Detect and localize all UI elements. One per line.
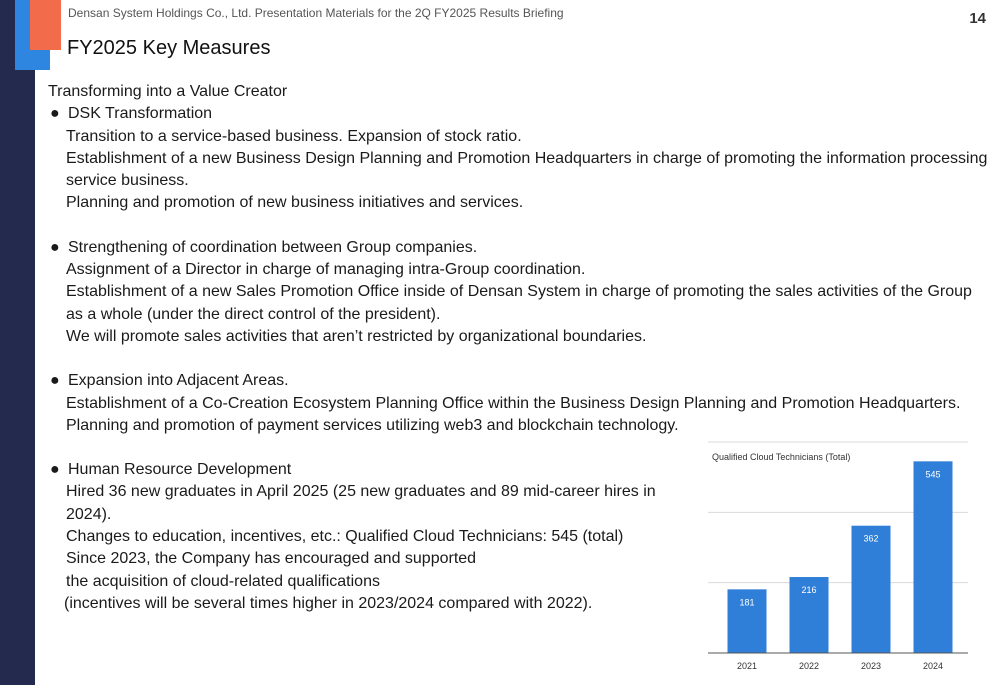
section-group-coordination [48,237,988,348]
slide-title: FY2025 Key Measures [67,37,271,59]
section-line: Hired 36 new graduates in April 2025 (25 new graduates and 89 mid-career hires in 2024). [66,483,656,523]
section-line: Planning and promotion of payment services utilizing web3 and blockchain technology. [66,416,679,434]
bar-value-label: 362 [863,533,879,544]
x-tick-label: 2023 [860,661,882,671]
section-line: We will promote sales activities that aren’t restricted by organizational boundaries. [66,327,647,345]
x-tick-label: 2024 [922,661,944,671]
lead-text: Transforming into a Value Creator [48,83,288,100]
bar-2024 [914,461,953,653]
bar-value-label: 181 [739,597,755,608]
section-heading: Human Resource Development [68,461,292,479]
x-tick-label: 2021 [736,661,758,671]
section-line: Establishment of a Co-Creation Ecosystem Planning Office within the Business Design Planning and Promotion Headquarters. [66,394,961,412]
bar-value-label: 216 [801,585,817,596]
x-tick-label: 2022 [798,661,820,671]
bar-value-label: 545 [925,469,941,480]
cloud-technicians-chart [700,440,975,680]
section-line: Assignment of a Director in charge of managing intra-Group coordination. [66,261,586,279]
section-heading: Strengthening of coordination between Group companies. [68,238,478,256]
bullet-icon: ● [50,105,60,123]
section-line: (incentives will be several times higher in 2023/2024 compared with 2022). [64,594,593,612]
section-line: Establishment of a new Business Design Planning and Promotion Headquarters in charge of promoting the information processing service business. [66,149,988,190]
section-line: Since 2023, the Company has encouraged and supported [66,550,477,568]
bar-2023 [852,526,891,653]
page-number: 14 [969,10,986,27]
section-line: the acquisition of cloud-related qualifications [66,572,380,590]
orange-accent-block [30,0,61,50]
section-line: Planning and promotion of new business initiatives and services. [66,194,524,212]
bullet-icon: ● [50,461,60,479]
section-line: Establishment of a new Sales Promotion Office inside of Densan System in charge of promoting the sales activities of the Group as a whole (under the direct control of the president). [66,283,972,323]
section-heading: DSK Transformation [68,105,213,123]
section-line: Changes to education, incentives, etc.: Qualified Cloud Technicians: 545 (total) [66,528,624,546]
section-adjacent-areas [48,370,988,437]
left-accent-bar [0,0,35,685]
bar-chart-svg [700,440,975,680]
chart-title: Qualified Cloud Technicians (Total) [712,452,851,462]
bullet-icon: ● [50,238,60,256]
section-line: Transition to a service-based business. Expansion of stock ratio. [66,127,522,145]
bullet-icon: ● [50,372,60,390]
section-dsk-transformation [48,103,988,214]
header-source: Densan System Holdings Co., Ltd. Presentation Materials for the 2Q FY2025 Results Briefing [68,6,564,20]
section-heading: Expansion into Adjacent Areas. [68,372,289,390]
